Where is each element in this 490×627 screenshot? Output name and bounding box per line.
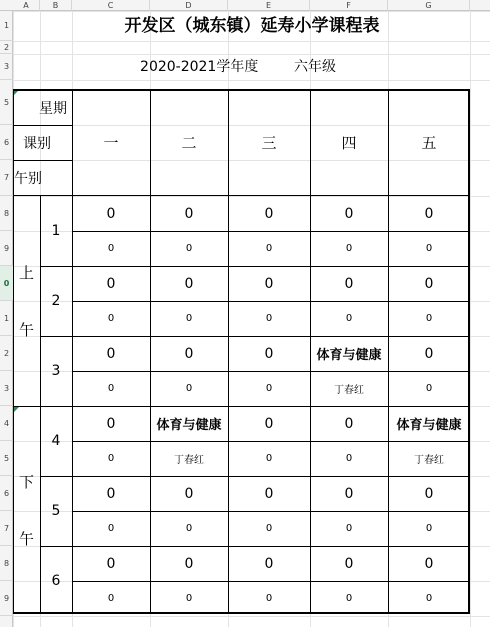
period-number[interactable]: 3 bbox=[51, 363, 61, 379]
teacher-cell[interactable]: 0 bbox=[425, 243, 433, 254]
course-cell[interactable]: 0 bbox=[264, 275, 274, 292]
teacher-cell[interactable]: 0 bbox=[265, 243, 273, 254]
course-cell[interactable]: 0 bbox=[106, 415, 116, 432]
session-char: 上 bbox=[18, 264, 34, 282]
course-cell[interactable]: 0 bbox=[344, 555, 354, 572]
row-header[interactable]: 8 bbox=[0, 196, 13, 231]
timetable bbox=[13, 89, 470, 614]
teacher-cell[interactable]: 0 bbox=[107, 523, 115, 534]
row-header[interactable]: 9 bbox=[0, 581, 13, 616]
gridline bbox=[13, 41, 490, 42]
teacher-cell[interactable]: 0 bbox=[345, 453, 353, 464]
teacher-cell[interactable]: 0 bbox=[265, 593, 273, 604]
row-header[interactable]: 4 bbox=[0, 406, 13, 441]
column-header-D[interactable]: D bbox=[150, 0, 228, 11]
teacher-cell[interactable]: 丁春红 bbox=[414, 455, 444, 466]
course-cell[interactable]: 0 bbox=[184, 345, 194, 362]
subject-label[interactable]: 课别 bbox=[23, 135, 51, 152]
course-cell[interactable]: 0 bbox=[424, 555, 434, 572]
row-header[interactable]: 6 bbox=[0, 125, 13, 160]
teacher-cell[interactable]: 丁春红 bbox=[174, 455, 204, 466]
session-label-morning[interactable] bbox=[13, 196, 40, 406]
row-header[interactable]: 2 bbox=[0, 41, 13, 54]
period-number[interactable]: 5 bbox=[51, 503, 61, 519]
weekday-header-5[interactable]: 五 bbox=[421, 133, 437, 152]
course-cell[interactable]: 0 bbox=[106, 485, 116, 502]
course-cell[interactable]: 0 bbox=[106, 555, 116, 572]
course-cell[interactable]: 0 bbox=[424, 345, 434, 362]
row-header[interactable]: 3 bbox=[0, 54, 13, 80]
course-cell[interactable]: 0 bbox=[424, 275, 434, 292]
teacher-cell[interactable]: 0 bbox=[345, 523, 353, 534]
row-header[interactable]: 5 bbox=[0, 441, 13, 476]
teacher-cell[interactable]: 0 bbox=[185, 243, 193, 254]
session-char: 午 bbox=[18, 321, 34, 339]
course-cell[interactable]: 0 bbox=[106, 205, 116, 222]
row-header[interactable]: 1 bbox=[0, 11, 13, 41]
course-cell[interactable]: 0 bbox=[344, 415, 354, 432]
teacher-cell[interactable]: 0 bbox=[425, 313, 433, 324]
row-header[interactable]: 8 bbox=[0, 546, 13, 581]
course-cell[interactable]: 0 bbox=[264, 485, 274, 502]
teacher-cell[interactable]: 0 bbox=[265, 523, 273, 534]
course-cell[interactable]: 0 bbox=[344, 485, 354, 502]
course-cell[interactable]: 0 bbox=[184, 485, 194, 502]
course-cell[interactable]: 体育与健康 bbox=[316, 348, 382, 363]
period-number[interactable]: 4 bbox=[51, 433, 61, 449]
teacher-cell[interactable]: 0 bbox=[185, 523, 193, 534]
course-cell[interactable]: 0 bbox=[344, 205, 354, 222]
course-cell[interactable]: 0 bbox=[184, 205, 194, 222]
column-header-F[interactable]: F bbox=[310, 0, 388, 11]
row-header-bar bbox=[0, 11, 13, 627]
session-char: 午 bbox=[18, 530, 34, 548]
row-header[interactable]: 7 bbox=[0, 511, 13, 546]
teacher-cell[interactable]: 0 bbox=[265, 453, 273, 464]
course-cell[interactable]: 0 bbox=[184, 555, 194, 572]
session-label-afternoon[interactable] bbox=[13, 406, 40, 614]
session-char: 下 bbox=[18, 473, 34, 491]
period-number[interactable]: 1 bbox=[51, 223, 61, 239]
course-cell[interactable]: 0 bbox=[264, 555, 274, 572]
course-cell[interactable]: 0 bbox=[344, 275, 354, 292]
course-cell[interactable]: 0 bbox=[106, 275, 116, 292]
period-number[interactable]: 2 bbox=[51, 293, 61, 309]
row-header[interactable]: 9 bbox=[0, 231, 13, 266]
weekday-header-4[interactable]: 四 bbox=[341, 133, 357, 152]
column-header-B[interactable]: B bbox=[40, 0, 72, 11]
course-cell[interactable]: 0 bbox=[424, 485, 434, 502]
row-header[interactable]: 5 bbox=[0, 80, 13, 125]
row-header[interactable]: 0 bbox=[0, 266, 13, 301]
column-header-A[interactable]: A bbox=[13, 0, 40, 11]
weekday-label[interactable]: 星期 bbox=[39, 101, 67, 117]
teacher-cell[interactable]: 0 bbox=[345, 313, 353, 324]
row-header[interactable]: 1 bbox=[0, 301, 13, 336]
teacher-cell[interactable]: 0 bbox=[345, 593, 353, 604]
teacher-cell[interactable]: 0 bbox=[345, 243, 353, 254]
teacher-cell[interactable]: 0 bbox=[107, 243, 115, 254]
weekday-header-1[interactable]: 一 bbox=[103, 133, 119, 152]
page-title[interactable]: 开发区（城东镇）延寿小学课程表 bbox=[124, 16, 380, 36]
teacher-cell[interactable]: 0 bbox=[185, 313, 193, 324]
course-cell[interactable]: 体育与健康 bbox=[156, 418, 222, 433]
teacher-cell[interactable]: 丁春红 bbox=[334, 385, 364, 396]
teacher-cell[interactable]: 0 bbox=[107, 453, 115, 464]
gridline bbox=[470, 11, 471, 627]
weekday-header-3[interactable]: 三 bbox=[261, 133, 277, 152]
column-header-G[interactable]: G bbox=[388, 0, 470, 11]
teacher-cell[interactable]: 0 bbox=[107, 383, 115, 394]
column-header-bar bbox=[0, 0, 490, 11]
teacher-cell[interactable]: 0 bbox=[185, 383, 193, 394]
comment-marker-icon bbox=[14, 407, 19, 412]
course-cell[interactable]: 0 bbox=[184, 275, 194, 292]
gridline bbox=[13, 80, 490, 81]
teacher-cell[interactable]: 0 bbox=[265, 383, 273, 394]
column-header-C[interactable]: C bbox=[72, 0, 150, 11]
teacher-cell[interactable]: 0 bbox=[425, 593, 433, 604]
table-border bbox=[13, 125, 72, 126]
course-cell[interactable]: 0 bbox=[264, 345, 274, 362]
teacher-cell[interactable]: 0 bbox=[107, 313, 115, 324]
period-label[interactable]: 午别 bbox=[14, 171, 42, 187]
teacher-cell[interactable]: 0 bbox=[107, 593, 115, 604]
school-year-grade[interactable]: 2020-2021学年度 六年级 bbox=[140, 59, 336, 75]
course-cell[interactable]: 0 bbox=[106, 345, 116, 362]
weekday-header-2[interactable]: 二 bbox=[181, 133, 197, 152]
row-header[interactable]: 2 bbox=[0, 336, 13, 371]
teacher-cell[interactable]: 0 bbox=[185, 593, 193, 604]
table-border bbox=[13, 160, 72, 161]
row-header[interactable]: 3 bbox=[0, 371, 13, 406]
row-header[interactable]: 7 bbox=[0, 160, 13, 196]
row-header[interactable]: 6 bbox=[0, 476, 13, 511]
course-cell[interactable]: 0 bbox=[424, 205, 434, 222]
course-cell[interactable]: 体育与健康 bbox=[396, 418, 462, 433]
course-cell[interactable]: 0 bbox=[264, 205, 274, 222]
gridline bbox=[13, 616, 490, 617]
column-header-E[interactable]: E bbox=[228, 0, 310, 11]
period-number[interactable]: 6 bbox=[51, 573, 61, 589]
teacher-cell[interactable]: 0 bbox=[425, 523, 433, 534]
teacher-cell[interactable]: 0 bbox=[425, 383, 433, 394]
teacher-cell[interactable]: 0 bbox=[265, 313, 273, 324]
course-cell[interactable]: 0 bbox=[264, 415, 274, 432]
